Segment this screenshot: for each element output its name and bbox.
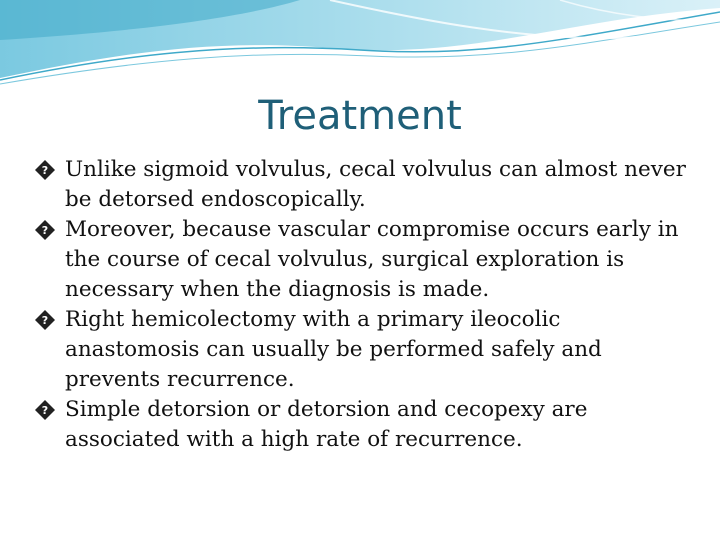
svg-text:?: ? [41,314,49,327]
missing-glyph-icon [34,159,56,181]
list-item [34,155,694,215]
missing-glyph-icon [34,399,56,421]
bullet-text: Unlike sigmoid volvulus, cecal volvulus can almost never be detorsed endoscopically. [65,157,686,212]
missing-glyph-icon [34,309,56,331]
bullet-text: Right hemicolectomy with a primary ileocolic anastomosis can usually be performed safely and prevents recurrence. [65,307,602,392]
slide-title: Treatment [258,93,462,139]
list-item [34,395,694,455]
bullet-list [34,155,694,455]
list-item [34,215,694,305]
header-wave-decoration [0,0,720,90]
bullet-text: Simple detorsion or detorsion and cecopexy are associated with a high rate of recurrence. [65,397,588,452]
bullet-text: Moreover, because vascular compromise occurs early in the course of cecal volvulus, surgical exploration is necessary when the diagnosis is made. [65,217,679,302]
list-item [34,305,694,395]
svg-text:?: ? [41,224,49,237]
svg-text:?: ? [41,404,49,417]
svg-text:?: ? [41,164,49,177]
missing-glyph-icon [34,219,56,241]
